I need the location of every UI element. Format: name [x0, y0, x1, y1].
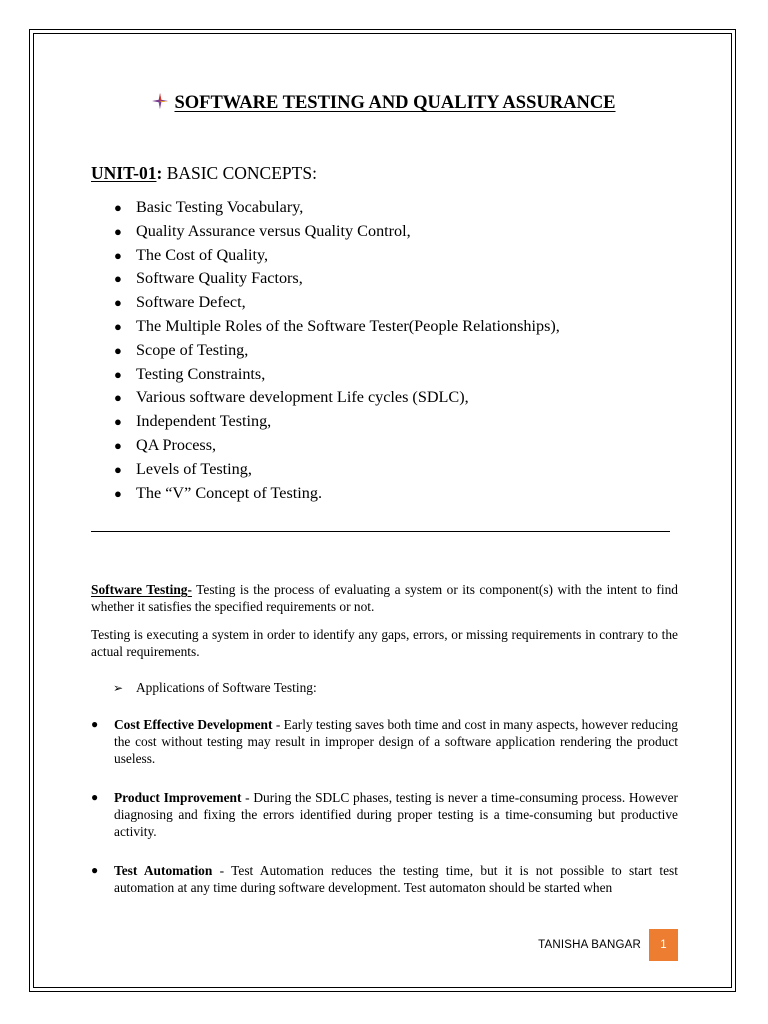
- applications-heading-text: Applications of Software Testing:: [136, 680, 317, 695]
- bullet-icon: ●: [114, 414, 122, 430]
- topics-list: [111, 196, 560, 505]
- topic-text: QA Process,: [136, 435, 217, 454]
- unit-heading: [91, 163, 317, 184]
- arrow-bullet-icon: ➢: [113, 681, 124, 695]
- testing-paragraph: Testing is executing a system in order to identify any gaps, errors, or missing requirements in contrary to the actual requirements.: [91, 627, 678, 659]
- application-text: - Test Automation reduces the testing time, but it is not possible to start test automation at any time during software development. Test automaton should be started when: [114, 863, 678, 896]
- topic-text: The “V” Concept of Testing.: [136, 483, 323, 502]
- topic-text: Quality Assurance versus Quality Control,: [136, 221, 411, 240]
- definition-paragraph: [91, 581, 678, 615]
- bullet-icon: ●: [114, 295, 122, 311]
- bullet-icon: ●: [114, 461, 122, 477]
- topic-item: [111, 267, 560, 291]
- section-divider: [91, 531, 670, 532]
- bullet-icon: ●: [114, 485, 122, 501]
- applications-heading: [113, 679, 317, 697]
- application-title: Cost Effective Development: [114, 717, 273, 732]
- bullet-icon: ●: [114, 366, 122, 382]
- bullet-icon: ●: [114, 223, 122, 239]
- topic-text: Testing Constraints,: [136, 364, 266, 383]
- bullet-icon: ●: [114, 271, 122, 287]
- topic-text: Software Quality Factors,: [136, 269, 303, 288]
- application-text: - Early testing saves both time and cost in many aspects, however reducing the cost without testing may result in improper design of a software application rendering the product useless.: [114, 717, 678, 767]
- topic-item: [111, 315, 560, 339]
- topic-text: Scope of Testing,: [136, 340, 249, 359]
- topic-item: [111, 291, 560, 315]
- application-text: - During the SDLC phases, testing is never a time-consuming process. However diagnosing and fixing the errors identified during proper testing is a time-consuming but productive activity.: [114, 790, 678, 840]
- document-title: SOFTWARE TESTING AND QUALITY ASSURANCE: [174, 93, 616, 113]
- document-title-row: [0, 93, 768, 114]
- topic-item: [111, 482, 560, 506]
- unit-name: BASIC CONCEPTS:: [162, 163, 317, 183]
- definition-lead: Software Testing-: [91, 582, 192, 597]
- topic-item: [111, 196, 560, 220]
- topic-text: Software Defect,: [136, 293, 246, 312]
- topic-item: [111, 363, 560, 387]
- topic-text: The Cost of Quality,: [136, 245, 269, 264]
- topic-text: The Multiple Roles of the Software Tester(People Relationships),: [136, 316, 560, 335]
- topic-item: [111, 220, 560, 244]
- application-item: [91, 862, 678, 896]
- topic-item: [111, 386, 560, 410]
- topic-item: [111, 339, 560, 363]
- application-title: Product Improvement: [114, 790, 242, 805]
- bullet-icon: ●: [91, 863, 99, 877]
- unit-colon: :: [156, 163, 163, 183]
- four-point-star-bullet-icon: [152, 93, 168, 109]
- bullet-icon: ●: [114, 437, 122, 453]
- topic-item: [111, 410, 560, 434]
- topic-item: [111, 458, 560, 482]
- bullet-icon: ●: [114, 390, 122, 406]
- topic-item: [111, 244, 560, 268]
- topic-text: Basic Testing Vocabulary,: [136, 198, 304, 216]
- bullet-icon: ●: [114, 342, 122, 358]
- application-item: [91, 789, 678, 841]
- topic-text: Independent Testing,: [136, 412, 272, 431]
- bullet-icon: ●: [91, 790, 99, 804]
- topic-item: [111, 434, 560, 458]
- bullet-icon: ●: [114, 247, 122, 263]
- footer-author: TANISHA BANGAR: [538, 939, 641, 951]
- application-title: Test Automation: [114, 863, 213, 878]
- page-footer: [538, 929, 678, 961]
- unit-label: UNIT-01: [91, 163, 157, 183]
- bullet-icon: ●: [114, 200, 122, 215]
- topic-text: Various software development Life cycles (SDLC),: [136, 388, 469, 407]
- page-number-badge: 1: [649, 929, 678, 961]
- definition-text: Testing is the process of evaluating a system or its component(s) with the intent to find whether it satisfies the specified requirements or not.: [91, 582, 678, 614]
- bullet-icon: ●: [114, 318, 122, 334]
- topic-text: Levels of Testing,: [136, 459, 252, 478]
- application-item: [91, 716, 678, 768]
- bullet-icon: ●: [91, 717, 99, 731]
